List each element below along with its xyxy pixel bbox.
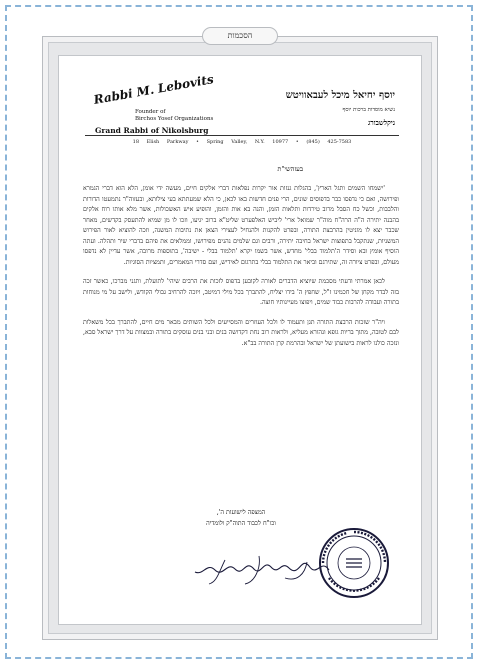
rabbi-name-english: Rabbi M. Lebovits bbox=[92, 72, 215, 107]
city-name-hebrew: ניקלשבורג bbox=[367, 118, 395, 127]
president-line: נשיא מוסדות ברכות יוסף bbox=[342, 107, 395, 113]
paragraph-2: לכאן אמרתי ודעתי מסכמת שיוציא הדברים לאורה לקובען בדפוס לזכות את הרבים שיהי' לתועלת, ותגני מברכו, כאשר זכה בזה לבדר מקחן של חכמינו ז"ל, שחפץ ה' בידו יצליח, להתברך בכל מילי דמיטב, ויזכה להרחיב גבולי הקודש, ולישב על מי מנוחות בתורה ועבודה להרבות כבוד שמים, ויפוצו מעיינותיו חוצה. bbox=[83, 278, 399, 306]
letterhead-english bbox=[89, 72, 219, 135]
paragraph-3: ויה"ר שזכות הרבצת התורה תגן ותעמוד לו ולכל העוזרים והמסייעים ולכל השותים מבאר מים חיים, להתברך בכל משאלות לבם לטובה, מתוך בריות גופא ונהורא מעליא, ולראות רוב נחת דקדושה בנים ובני בנים עוסקים בתורה ובמצוות על דרך ישראל סבא, ונזכה כולנו לראות בישועתן של ישראל ובהרמת קרן התורה בב"א. bbox=[83, 318, 399, 347]
date-heading: בעזהשי"ת bbox=[277, 165, 303, 173]
address-line: 18 Elish Parkway • Spring Valley, N.Y. 10977 • (845) 425-7583 bbox=[85, 135, 399, 145]
founder-line bbox=[135, 109, 219, 123]
organization-name: Birchos Yosef Organizations bbox=[135, 116, 214, 122]
founder-label: Founder of bbox=[135, 109, 166, 115]
letter-page bbox=[58, 55, 422, 625]
closing-line-1: המצפה לישועות ה', bbox=[216, 509, 266, 516]
grand-rabbi-title: Grand Rabbi of Nikolsburg bbox=[95, 126, 209, 135]
closing-line-2: וכו"ח לכבוד התוה"ק ולומדיה bbox=[206, 519, 276, 527]
rabbinic-stamp bbox=[317, 526, 391, 600]
letter-body bbox=[83, 184, 399, 358]
paragraph-1: 'ישמחו השמים ותגל הארץ', בהגלות גנזות אור יקרות נפלאות דברי אלקים חיים, מעשה ידי אומן, הלא הוא דברי הגמרא ופירושה, ואם כי נדפסו כבר בדפוסים שונים, הרי פנים חדשות באו לכאן, כי הלא שמעתתא בעי צילותא, ובעזוה"ר נתמעטו הדורות והלבבות, וכשל כח הסבל מרוב טירדות ותלאות הזמן, והנה בא אות והזמן, והופיע איש האשכולות, אשר מלא אותו רוח אלקים בהבנה יתירה ה"ה הרה"ח מוה"ר שמואל ארי' ליביש האלפערט שליט"א ברוב יגיעו, וזכו לו מן שמיא להתעסק בקדשים, מאחר שכבר יצא לו מוניטין בהרבצת התורה, ובפרט להקנות ולהנחיל לעצירי הצאן את נתיבות המשנה, וזכה להוציא לאור הפירוש המשניות, שנתקבל בתפוצות ישראל בחיבה יתירה, ורבים וגם שלמים נהנים מפירושו, וממלאים את פיהם בדברי שיר ותהלה. ועתה הוסיף אומץ ובא וסידר ה'תלמוד בבלי' מחדש, אשר בשמו יקרא 'תלמוד בבלי - ישיבה', בתוספות מרובה, אשר עדיין לא נדפסו מעולם, ובפרט ציורה זה, שתירגם וביאר את התלמוד בבלי בתרגום לאידיש, ועם סדרי המאמרים, ותמציות הסוגיות. bbox=[83, 185, 399, 266]
letterhead-hebrew bbox=[255, 90, 395, 127]
title-tab: הסכמות bbox=[202, 27, 278, 45]
rabbi-name-hebrew: יוסף יחיאל מיכל לעבאוויטש bbox=[285, 90, 395, 101]
